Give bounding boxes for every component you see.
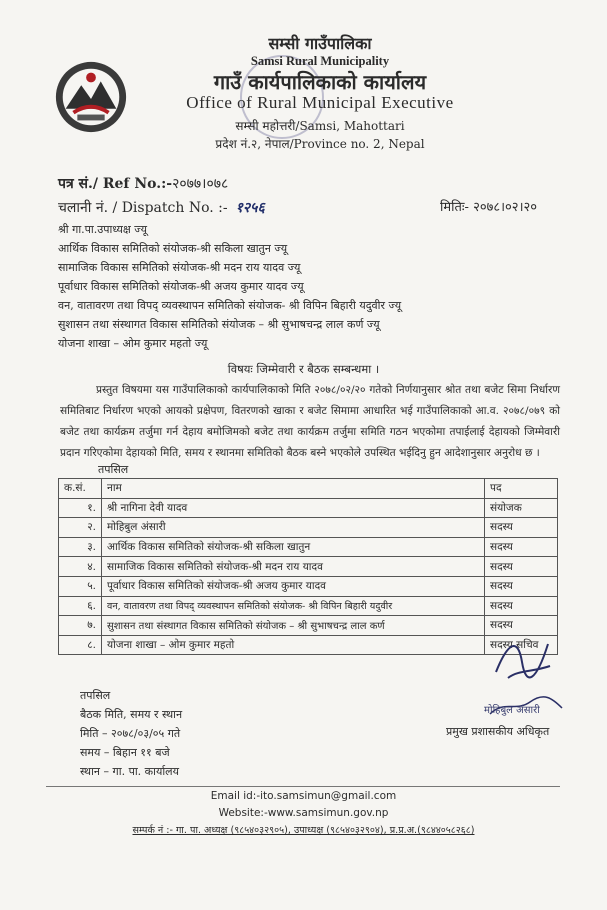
cell-sn: ६. <box>59 596 102 616</box>
table-row <box>59 557 558 577</box>
date-label: मितिः- <box>440 200 469 215</box>
letterhead-office-nepali: गाउँ कार्यपालिकाको कार्यालय <box>213 70 427 94</box>
cell-name: मोहिबुल अंसारी <box>102 518 485 538</box>
letterhead-province: प्रदेश नं.२, नेपाल/Province no. 2, Nepal <box>215 137 425 151</box>
dispatch-number <box>58 198 265 217</box>
cell-name: श्री नागिना देवी यादव <box>102 498 485 518</box>
letterhead-office-english: Office of Rural Municipal Executive <box>186 93 454 112</box>
table-row <box>59 518 558 538</box>
cell-name: आर्थिक विकास समितिको संयोजक-श्री सकिला खातुन <box>102 537 485 557</box>
subject-line: विषयः जिम्मेवारी र बैठक सम्बन्धमा । <box>227 362 380 376</box>
column-header-name: नाम <box>102 479 485 499</box>
cell-name: सामाजिक विकास समितिको संयोजक-श्री मदन राय यादव <box>102 557 485 577</box>
table-row <box>59 576 558 596</box>
footer-divider <box>46 786 560 787</box>
cell-role: संयोजक <box>485 498 558 518</box>
cell-name: सुशासन तथा संस्थागत विकास समितिको संयोजक – श्री सुभाषचन्द्र लाल कर्ण <box>102 616 485 636</box>
ref-number <box>58 174 228 193</box>
footer-contact: सम्पर्क नं :- गा. पा. अध्यक्ष (९८५४०३२९०५), उपाध्यक्ष (९८५४०३२९०४), प्र.प्र.अ.(९८४४०५८२६८) <box>132 825 475 836</box>
letterhead-address: सम्सी महोत्तरी/Samsi, Mahottari <box>235 119 405 133</box>
table-row <box>59 635 558 655</box>
cell-sn: १. <box>59 498 102 518</box>
column-header-role: पद <box>485 479 558 499</box>
recipient-line: आर्थिक विकास समितिको संयोजक-श्री सकिला खातुन ज्यू <box>58 242 288 255</box>
table-row <box>59 498 558 518</box>
footer-website: Website:-www.samsimun.gov.np <box>218 807 389 819</box>
ref-label: पत्र सं./ Ref No.:- <box>58 176 173 192</box>
cell-role: सदस्य <box>485 576 558 596</box>
letter-date <box>440 197 537 215</box>
date-value: २०७८।०२।२० <box>473 200 538 215</box>
recipient-line: योजना शाखा – ओम कुमार महतो ज्यू <box>58 337 208 350</box>
recipient-line: सुशासन तथा संस्थागत विकास समितिको संयोजक – श्री सुभाषचन्द्र लाल कर्ण ज्यू <box>58 318 380 331</box>
cell-role: सदस्य <box>485 518 558 538</box>
committee-members-table <box>58 478 558 655</box>
column-header-sn: क.सं. <box>59 479 102 499</box>
table-row <box>59 616 558 636</box>
cell-sn: ७. <box>59 616 102 636</box>
meeting-date: मिति – २०७८/०३/०५ गते <box>80 727 181 740</box>
cell-role: सदस्य <box>485 557 558 577</box>
meeting-heading: बैठक मिति, समय र स्थान <box>80 708 183 721</box>
letterhead-nepali-name: सम्सी गाउँपालिका <box>268 34 372 53</box>
cell-role: सदस्य <box>485 537 558 557</box>
recipient-line: वन, वातावरण तथा विपद् व्यवस्थापन समितिको संयोजक- श्री विपिन बिहारी यदुवीर ज्यू <box>58 299 402 312</box>
handwritten-signature-icon <box>488 632 558 687</box>
dispatch-value: १२५६ <box>235 200 265 216</box>
municipality-logo-icon <box>52 58 130 136</box>
meeting-place: स्थान – गा. पा. कार्यालय <box>80 765 180 778</box>
cell-sn: ३. <box>59 537 102 557</box>
recipient-line: पूर्वाधार विकास समितिको संयोजक-श्री अजय कुमार यादव ज्यू <box>58 280 304 293</box>
footer-email: Email id:-ito.samsimun@gmail.com <box>210 790 397 802</box>
cell-role: सदस्य <box>485 596 558 616</box>
meeting-caption: तपसिल <box>80 689 111 702</box>
table-header-row <box>59 479 558 499</box>
recipient-line: श्री गा.पा.उपाध्यक्ष ज्यू <box>58 223 147 236</box>
cell-sn: ८. <box>59 635 102 655</box>
cell-sn: ४. <box>59 557 102 577</box>
meeting-time: समय – बिहान ११ बजे <box>80 746 170 759</box>
table-row <box>59 537 558 557</box>
cell-sn: २. <box>59 518 102 538</box>
signature-stamp-text: मोहिबुल अंसारी <box>484 705 540 716</box>
recipient-line: सामाजिक विकास समितिको संयोजक-श्री मदन राय यादव ज्यू <box>58 261 301 274</box>
cell-role: सदस्य सचिव <box>485 635 558 655</box>
cell-sn: ५. <box>59 576 102 596</box>
cell-role: सदस्य <box>485 616 558 636</box>
table-caption: तपसिल <box>98 463 129 476</box>
ref-value: २०७७।०७८ <box>172 176 229 192</box>
signatory-title: प्रमुख प्रशासकीय अधिकृत <box>446 725 550 738</box>
meeting-details <box>80 686 182 781</box>
cell-name: पूर्वाधार विकास समितिको संयोजक-श्री अजय कुमार यादव <box>102 576 485 596</box>
table-row <box>59 596 558 616</box>
dispatch-label: चलानी नं. / Dispatch No. :- <box>58 200 228 216</box>
letterhead-english-name: Samsi Rural Municipality <box>250 54 390 68</box>
cell-name: योजना शाखा – ओम कुमार महतो <box>102 635 485 655</box>
cell-name: वन, वातावरण तथा विपद् व्यवस्थापन समितिको संयोजक- श्री विपिन बिहारी यदुवीर <box>102 596 485 616</box>
body-paragraph: प्रस्तुत विषयमा यस गाउँपालिकाको कार्यपालिकाको मिति २०७८/०२/२० गतेको निर्णयानुसार श्रोत तथा बजेट सिमा निर्धारण समितिबाट निर्धारण भएको आयको प्रक्षेपण, वितरणको खाका र बजेट सिमामा आधारित भई गाउँपालिकाको आ.व. २०७८/०७९ को बजेट तथा कार्यक्रम तर्जुमा गर्न देहाय बमोजिमको बजेट तथा कार्यक्रम तर्जुमा समिति गठन भएकोमा तपाईलाई देहायको जिम्मेवारी प्रदान गरिएकोमा देहायको मिति, समय र स्थानमा समितिको बैठक बस्ने भएकोले उपस्थित भईदिनु हुन आदेशानुसार अनुरोध छ । <box>60 384 560 459</box>
